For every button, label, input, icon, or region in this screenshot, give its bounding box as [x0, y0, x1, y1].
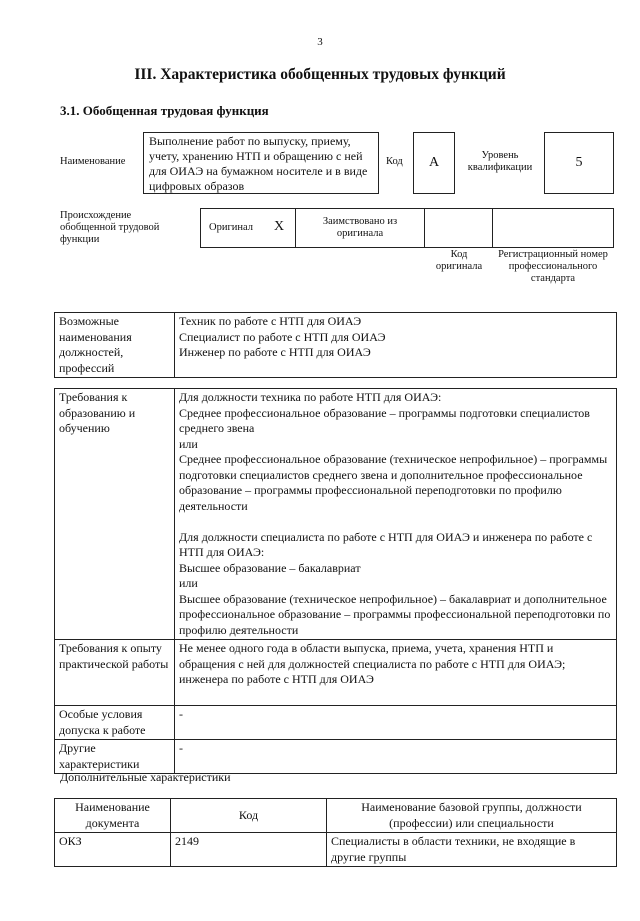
- original-label: Оригинал: [209, 222, 253, 233]
- cell-code: 2149: [171, 833, 327, 867]
- table-row: [55, 389, 617, 640]
- other-value: -: [175, 740, 617, 774]
- other-label: Другие характеристики: [55, 740, 175, 774]
- code-value: А: [428, 155, 440, 170]
- original-code-label: Код оригинала: [435, 249, 483, 272]
- education-value: Для должности техника по работе НТП для ОИАЭ: Среднее профессиональное образование – программы подготовки специалистов среднего звена или Среднее профессиональное образование (техническое непрофильное) – программы подготовки специалистов среднего звена и дополнительное профессиональное образование – программы профессиональной переподготовки по профилю деятельности Для должности специалиста по работе с НТП для ОИАЭ и инженера по работе с НТП для ОИАЭ: Высшее образование – бакалавриат или Высшее образование (техническое непрофильное) – бакалавриат и дополнительное профессиональное образование – программы профессиональной переподготовки по профилю деятельности: [175, 389, 617, 640]
- level-label: Уровень квалификации: [467, 150, 533, 173]
- name-label: Наименование: [60, 156, 126, 167]
- code-label: Код: [386, 156, 403, 167]
- cell-doc: ОКЗ: [55, 833, 171, 867]
- origin-divider: [492, 208, 493, 248]
- origin-divider: [295, 208, 296, 248]
- table-row: [55, 706, 617, 740]
- positions-label: Возможные наименования должностей, профессий: [55, 313, 175, 378]
- reg-number-label: Регистрационный номер профессионального стандарта: [498, 249, 608, 284]
- requirements-table: [54, 388, 617, 774]
- table-row: [55, 740, 617, 774]
- table-row: [55, 313, 617, 378]
- table-row: [55, 799, 617, 833]
- header-cell: Наименование документа: [55, 799, 171, 833]
- code-value-box: [413, 132, 455, 194]
- experience-value: Не менее одного года в области выпуска, приема, учета, хранения НТП и обращения с ней для должностей специалиста по работе с НТП для ОИАЭ; инженера по работе с НТП для ОИАЭ: [175, 640, 617, 706]
- level-value-box: [544, 132, 614, 194]
- additional-title: Дополнительные характеристики: [60, 770, 231, 784]
- education-label: Требования к образованию и обучению: [55, 389, 175, 640]
- origin-divider: [424, 208, 425, 248]
- subsection-title: 3.1. Обобщенная трудовая функция: [60, 103, 269, 118]
- admission-label: Особые условия допуска к работе: [55, 706, 175, 740]
- admission-value: -: [175, 706, 617, 740]
- header-cell: Код: [171, 799, 327, 833]
- section-title: III. Характеристика обобщенных трудовых функций: [134, 66, 506, 83]
- additional-table: [54, 798, 617, 867]
- table-row: [55, 833, 617, 867]
- name-value: Выполнение работ по выпуску, приему, учету, хранению НТП и обращению с ней для ОИАЭ на бумажном носителе и в виде цифровых образов: [149, 134, 368, 193]
- cell-group: Специалисты в области техники, не входящие в другие группы: [327, 833, 617, 867]
- page-number: 3: [317, 36, 323, 48]
- name-value-box: [143, 132, 379, 194]
- positions-value: Техник по работе с НТП для ОИАЭ Специалист по работе с НТП для ОИАЭ Инженер по работе с НТП для ОИАЭ: [175, 313, 617, 378]
- positions-table: [54, 312, 617, 378]
- table-row: [55, 640, 617, 706]
- original-mark: X: [274, 219, 285, 234]
- experience-label: Требования к опыту практической работы: [55, 640, 175, 706]
- level-value: 5: [575, 155, 583, 170]
- borrowed-label: Заимствовано из оригинала: [322, 216, 398, 239]
- origin-label: Происхождение обобщенной трудовой функции: [60, 210, 160, 245]
- header-cell: Наименование базовой группы, должности (профессии) или специальности: [327, 799, 617, 833]
